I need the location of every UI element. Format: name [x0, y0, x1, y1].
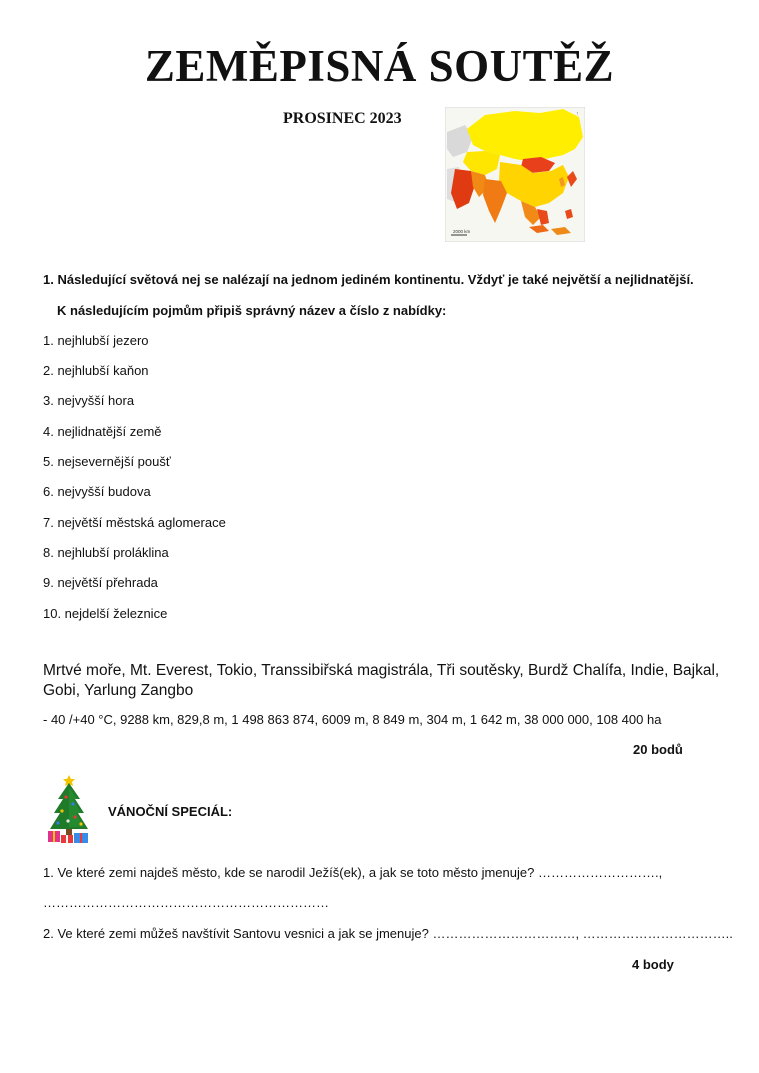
christmas-section-title: VÁNOČNÍ SPECIÁL: [108, 804, 233, 819]
list-item: 7. největší městská aglomerace [43, 515, 226, 530]
christmas-question-1-answer-line: ………………………………………………………… [43, 895, 329, 910]
list-item: 8. nejhlubší proláklina [43, 545, 169, 560]
list-item: 3. nejvyšší hora [43, 393, 135, 408]
word-bank-line-2: Gobi, Yarlung Zangbo [43, 682, 194, 699]
task1-points: 20 bodů [633, 742, 683, 757]
christmas-question-1: 1. Ve které zemi najdeš město, kde se narodil Ježíš(ek), a jak se toto město jmenuje? ………………………., [43, 865, 663, 880]
svg-text:↑: ↑ [576, 111, 579, 117]
word-bank-line-1: Mrtvé moře, Mt. Everest, Tokio, Transsibiřská magistrála, Tři soutěsky, Burdž Chalífa, Indie, Bajkal, [43, 662, 720, 679]
list-item: 1. nejhlubší jezero [43, 333, 149, 348]
page-subtitle: PROSINEC 2023 [283, 110, 402, 127]
list-item: 5. nejsevernější poušť [43, 454, 171, 469]
list-item: 6. nejvyšší budova [43, 484, 151, 499]
christmas-question-2: 2. Ve které zemi můžeš navštívit Santovu vesnici a jak se jmenuje? ……………………………, …………………………….. [43, 926, 733, 941]
task1-instruction: K následujícím pojmům připiš správný název a číslo z nabídky: [57, 303, 447, 318]
value-bank-line: - 40 /+40 °C, 9288 km, 829,8 m, 1 498 863 874, 6009 m, 8 849 m, 304 m, 1 642 m, 38 000 000, 108 400 ha [43, 712, 662, 727]
map-scale-label: 2000 km [453, 229, 471, 234]
list-item: 2. nejhlubší kaňon [43, 363, 149, 378]
asia-map-image [445, 107, 585, 242]
task1-intro: 1. Následující světová nej se nalézají na jednom jediném kontinentu. Vždyť je také největší a nejlidnatější. [43, 272, 694, 287]
christmas-points: 4 body [632, 957, 674, 972]
list-item: 10. nejdelší železnice [43, 606, 168, 621]
list-item: 4. nejlidnatější země [43, 424, 162, 439]
list-item: 9. největší přehrada [43, 575, 158, 590]
christmas-tree-icon [44, 773, 94, 845]
page-title: ZEMĚPISNÁ SOUTĚŽ [144, 41, 615, 91]
